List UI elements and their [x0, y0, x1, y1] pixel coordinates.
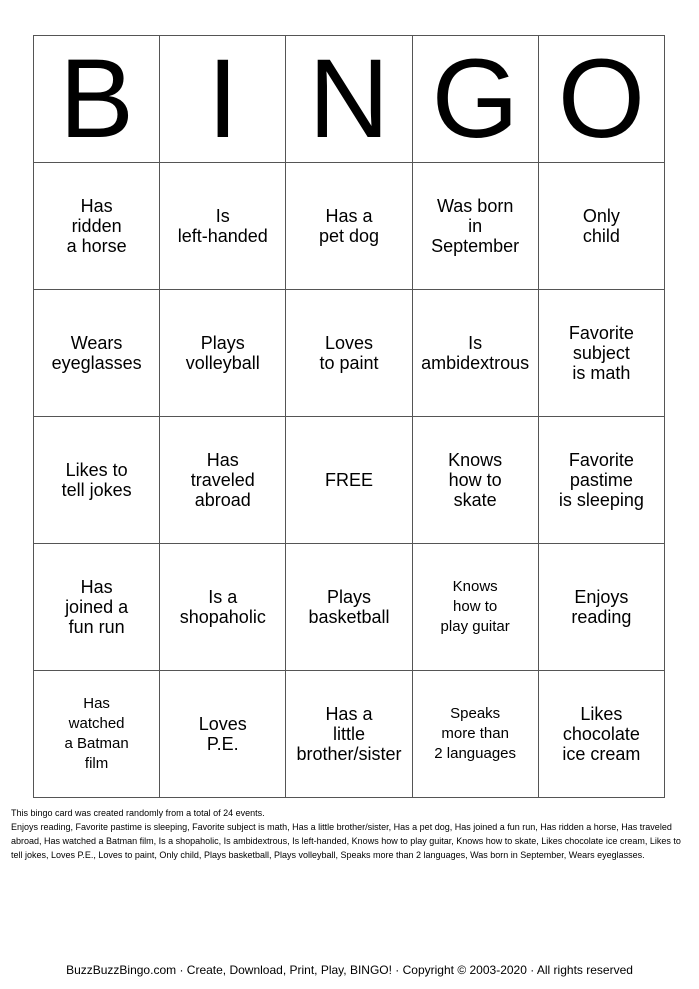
bingo-cell: Has watched a Batman film — [34, 671, 160, 798]
bingo-cell: Likes chocolate ice cream — [538, 671, 664, 798]
header-row — [34, 36, 665, 163]
bingo-cell: Knows how to play guitar — [412, 544, 538, 671]
bingo-cell: Has traveled abroad — [160, 417, 286, 544]
bingo-cell: Plays basketball — [286, 544, 412, 671]
bingo-cell: Favorite subject is math — [538, 290, 664, 417]
bingo-cell: Has a little brother/sister — [286, 671, 412, 798]
bingo-cell: Is a shopaholic — [160, 544, 286, 671]
free-cell: FREE — [286, 417, 412, 544]
grid-row — [34, 671, 665, 798]
bingo-cell: Is ambidextrous — [412, 290, 538, 417]
grid-row — [34, 290, 665, 417]
bingo-cell: Only child — [538, 163, 664, 290]
grid-row — [34, 544, 665, 671]
bingo-cell: Wears eyeglasses — [34, 290, 160, 417]
header-letter-o: O — [538, 36, 664, 163]
bingo-cell: Speaks more than 2 languages — [412, 671, 538, 798]
header-letter-n: N — [286, 36, 412, 163]
bingo-cell: Has ridden a horse — [34, 163, 160, 290]
header-letter-i: I — [160, 36, 286, 163]
footer-copyright: BuzzBuzzBingo.com · Create, Download, Print, Play, BINGO! · Copyright © 2003-2020 · All rights reserved — [66, 963, 633, 977]
grid-row — [34, 417, 665, 544]
grid-row — [34, 163, 665, 290]
bingo-cell: Enjoys reading — [538, 544, 664, 671]
header-letter-b: B — [34, 36, 160, 163]
bingo-cell: Loves to paint — [286, 290, 412, 417]
card-notes — [11, 806, 691, 862]
bingo-cell: Knows how to skate — [412, 417, 538, 544]
bingo-card — [33, 35, 665, 796]
bingo-cell: Has a pet dog — [286, 163, 412, 290]
bingo-cell: Was born in September — [412, 163, 538, 290]
header-letter-g: G — [412, 36, 538, 163]
note-intro: This bingo card was created randomly from a total of 24 events. — [11, 808, 265, 818]
bingo-cell: Loves P.E. — [160, 671, 286, 798]
bingo-cell: Favorite pastime is sleeping — [538, 417, 664, 544]
bingo-grid — [33, 35, 665, 798]
bingo-cell: Plays volleyball — [160, 290, 286, 417]
note-event-list: Enjoys reading, Favorite pastime is sleeping, Favorite subject is math, Has a little brother/sister, Has a pet dog, Has joined a fun run, Has ridden a horse, Has traveled abroad, Has watched a Batman film, Is a shopaholic, Is ambidextrous, Is left-handed, Knows how to play guitar, Knows how to skate, Likes chocolate ice cream, Likes to tell jokes, Loves P.E., Loves to paint, Only child, Plays basketball, Plays volleyball, Speaks more than 2 languages, Was born in September, Wears eyeglasses. — [11, 822, 681, 860]
bingo-cell: Is left-handed — [160, 163, 286, 290]
bingo-cell: Has joined a fun run — [34, 544, 160, 671]
bingo-cell: Likes to tell jokes — [34, 417, 160, 544]
